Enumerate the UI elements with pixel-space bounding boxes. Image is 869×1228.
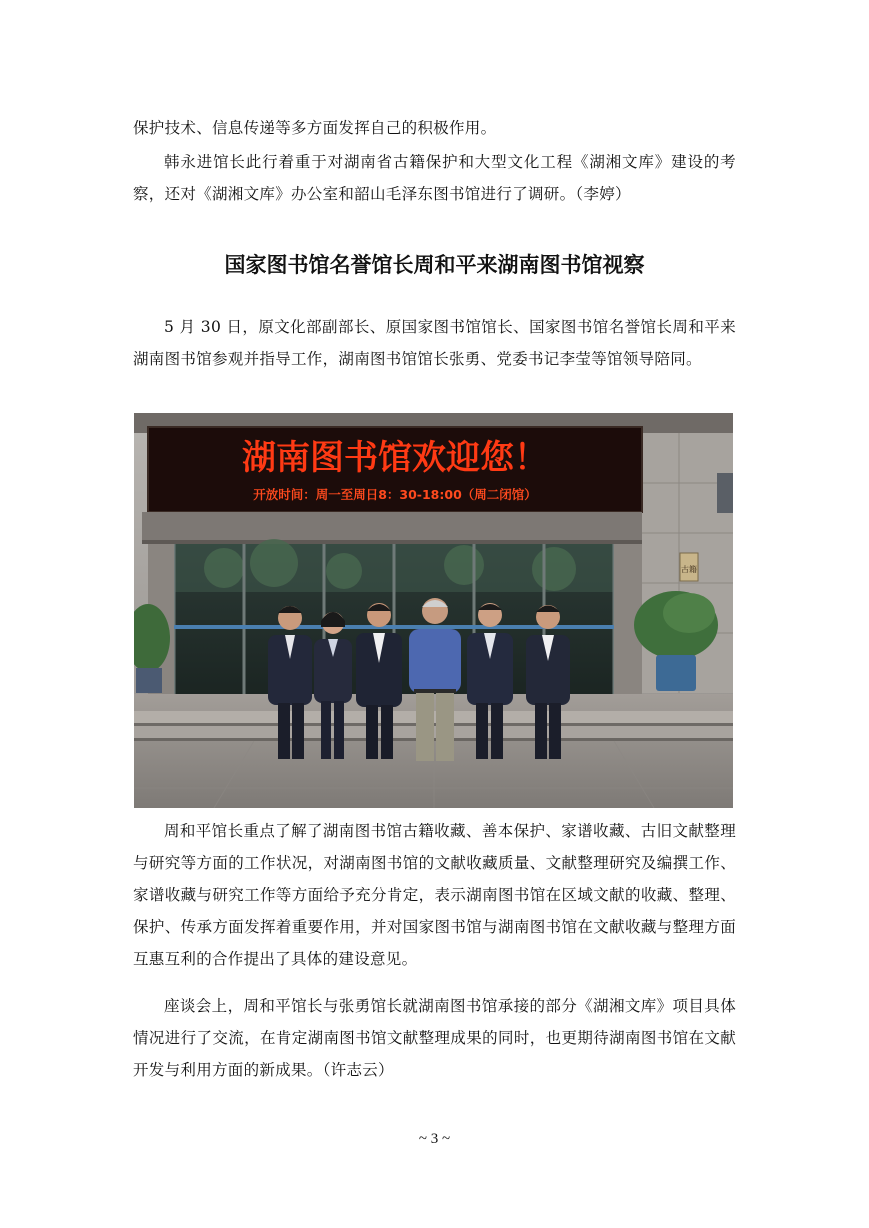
- article1-paragraph-1: 保护技术、信息传递等多方面发挥自己的积极作用。: [133, 119, 497, 137]
- article2-paragraph-1: 5 月 30 日，原文化部副部长、原国家图书馆馆长、国家图书馆名誉馆长周和平来湖南图书馆参观并指导工作，湖南图书馆馆长张勇、党委书记李莹等馆领导陪同。: [133, 318, 736, 368]
- plaque-text: 古籍: [681, 565, 697, 574]
- led-sign-hours-text: 开放时间：周一至周日8：30-18:00（周二闭馆）: [253, 487, 537, 502]
- led-sign-main-text: 湖南图书馆欢迎您！: [242, 438, 548, 478]
- article2-title: 国家图书馆名誉馆长周和平来湖南图书馆视察: [224, 253, 645, 277]
- article2-paragraph-2: 周和平馆长重点了解了湖南图书馆古籍收藏、善本保护、家谱收藏、古旧文献整理与研究等方面的工作状况，对湖南图书馆的文献收藏质量、文献整理研究及编撰工作、家谱收藏与研究工作等方面给予充分肯定，表示湖南图书馆在区域文献的收藏、整理、保护、传承方面发挥着重要作用，并对国家图书馆与湖南图书馆在文献收藏与整理方面互惠互利的合作提出了具体的建设意见。: [133, 822, 736, 968]
- article1-paragraph-2: 韩永进馆长此行着重于对湖南省古籍保护和大型文化工程《湖湘文库》建设的考察，还对《湖湘文库》办公室和韶山毛泽东图书馆进行了调研。（李婷）: [133, 153, 736, 203]
- library-entrance-photo: [134, 413, 733, 808]
- article2-paragraph-3: 座谈会上，周和平馆长与张勇馆长就湖南图书馆承接的部分《湖湘文库》项目具体情况进行了交流，在肯定湖南图书馆文献整理成果的同时，也更期待湖南图书馆在文献开发与利用方面的新成果。（许志云）: [133, 997, 736, 1079]
- page-number: ~ 3 ~: [418, 1131, 451, 1147]
